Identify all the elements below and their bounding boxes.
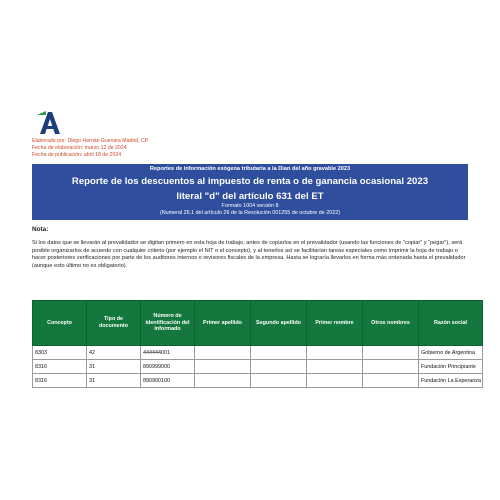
legal-reference: (Numeral 26.1 del artículo 26 de la Resolución 001255 de octubre de 2022) [159,210,341,216]
column-header[interactable]: Primer nombre [307,301,363,346]
table-cell[interactable] [195,346,251,360]
created-date: Fecha de elaboración: marzo 12 de 2024 [32,145,127,151]
table-cell[interactable] [363,360,419,374]
table-cell[interactable] [251,360,307,374]
table-cell[interactable] [307,346,363,360]
table-cell[interactable] [307,374,363,388]
note-text: Si los datos que se llevarán al prevalidador se digitan primero en esta hoja de trabajo, antes de copiarlos en el prevalidador (usando las funciones de "copiar" y "pegar"), será posible organizarlos de acuerdo con cualquier criterio (por ejemplo el NIT o el concepto), y al tenerlos así se facilitarían tareas especiales como imprimir la hoja de trabajo o hacer posteriores verificaciones por parte de los auditores internos o revisores fiscales de la empresa. Hasta se lograría llevarlos en forma más ordenada hasta el prevalidador (aunque esto último no es obligatorio). [32,240,466,269]
report-title-line1: Reporte de los descuentos al impuesto de renta o de ganancia ocasional 2023 [71,176,429,187]
table-cell[interactable]: 8316 [33,374,87,388]
table-header-row [33,301,483,346]
table-cell[interactable]: 890900100 [141,374,195,388]
column-header[interactable]: Número de identificación del informado [141,301,195,346]
table-cell[interactable] [251,374,307,388]
column-header[interactable]: Segundo apellido [251,301,307,346]
document-meta [32,138,148,159]
data-table [32,300,483,388]
table-cell[interactable]: Fundación Principiante [419,360,483,374]
table-cell[interactable]: 31 [87,374,141,388]
table-cell[interactable] [195,374,251,388]
report-title-line2: literal "d" del artículo 631 del ET [176,191,324,202]
table-row [33,346,483,360]
table-cell[interactable] [251,346,307,360]
table-row [33,374,483,388]
company-logo-icon [34,108,64,134]
table-cell[interactable]: 8303 [33,346,87,360]
report-banner [32,164,468,220]
column-header[interactable]: Concepto [33,301,87,346]
table-cell[interactable]: Fundación La Esperanza [419,374,483,388]
table-cell[interactable]: 444444001 [141,346,195,360]
banner-superheading: Reportes de información exógena tributaria a la Dian del año gravable 2023 [149,166,351,172]
table-cell[interactable]: 31 [87,360,141,374]
table-cell[interactable] [195,360,251,374]
table-cell[interactable]: 890999000 [141,360,195,374]
column-header[interactable]: Tipo de documento [87,301,141,346]
table-row [33,360,483,374]
column-header[interactable]: Otros nombres [363,301,419,346]
table-cell[interactable]: Gobierno de Argentina [419,346,483,360]
table-cell[interactable]: 42 [87,346,141,360]
table-cell[interactable]: 8316 [33,360,87,374]
table-cell[interactable] [363,346,419,360]
column-header[interactable]: Primer apellido [195,301,251,346]
table-cell[interactable] [363,374,419,388]
published-date: Fecha de publicación: abril 18 de 2024 [32,152,122,158]
note-heading: Nota: [32,226,49,233]
column-header[interactable]: Razón social [419,301,483,346]
author-line: Elaborado por: Diego Hernán Guevara Madrid, CP [32,138,149,144]
format-version: Formato 1004 versión 8 [221,203,279,209]
table-cell[interactable] [307,360,363,374]
